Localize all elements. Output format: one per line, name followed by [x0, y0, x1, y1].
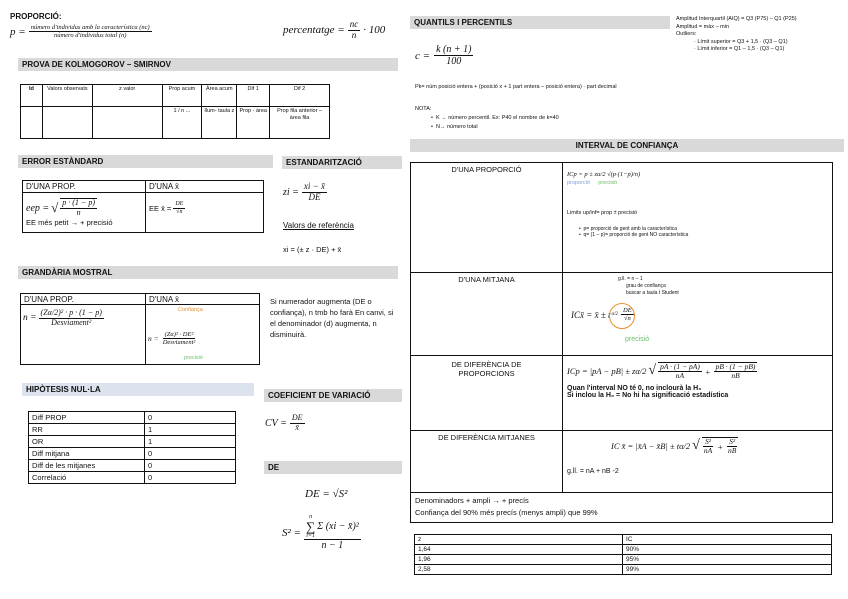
- proporcio-title: PROPORCIÓ:: [10, 12, 62, 21]
- quantils-nota: NOTA: • K → número percentil. Ex: P40 el nombre de k=40 • N→ número total: [415, 106, 559, 130]
- table-row: RR 1: [29, 424, 236, 436]
- de-title: DE: [264, 461, 402, 474]
- grandaria-title: GRANDÀRIA MOSTRAL: [18, 266, 398, 279]
- ee-note: EE més petit → + precisió: [26, 217, 113, 227]
- c-formula: c = $\frac{k (n + 1)}{100}$: [415, 44, 472, 67]
- table-row: 1,96 95%: [415, 555, 832, 565]
- z-table: z IC 1,64 90% 1,96 95% 2,58 99%: [414, 534, 832, 575]
- grandaria-note: Si numerador augmenta (DE o confiança), n tmb ho farà En canvi, si el denominador (d) augmenta, n disminuirà.: [270, 297, 394, 339]
- table-row: 2,58 99%: [415, 565, 832, 575]
- estandarditzacio-title: ESTANDARITZACIÓ: [282, 156, 402, 169]
- valors-referencia-title: Valors de referència: [283, 221, 354, 230]
- error-estandard-title: ERROR ESTÀNDARD: [18, 155, 273, 168]
- s2-formula: S² = n ∑ i=1 Σ (xi − x̄)² n − 1: [282, 514, 359, 551]
- table-row: 1,64 90%: [415, 545, 832, 555]
- de-formula: DE = √S²: [305, 488, 348, 500]
- table-row: DE DIFERÈNCIA DE PROPORCIONS ICp = |pA − pB| ± zα/2 √ $\frac{pA \cdot (1 - pA)}{nA}$ + $\frac{pB \cdot (1 - pB)}{nB}$ Quan l'interval NO té 0, no inclourà la H₀ Si inclou la H₀ = No hi ha significació estadística: [411, 356, 833, 431]
- interval-title: INTERVAL DE CONFIANÇA: [410, 139, 844, 152]
- precisio-label: precisió: [184, 355, 203, 361]
- table-row: Correlació 0: [29, 472, 236, 484]
- proporcio-formula: p = $\frac{\text{número d'individus amb la característica (nc)}}{\text{número d'individus total (n)}}$: [10, 24, 150, 40]
- hipotesis-table: [28, 411, 236, 484]
- quantils-title: QUANTILS I PERCENTILS: [410, 16, 670, 29]
- table-row: OR 1: [29, 436, 236, 448]
- percentatge-formula: percentatge = $\frac{nc}{n}$ · 100: [283, 19, 386, 40]
- valors-referencia-formula: xi = (± z · DE) + x̄: [283, 245, 342, 254]
- hipotesis-title: HIPÒTESIS NUL·LA: [22, 383, 254, 396]
- error-estandard-table: D'UNA PROP. D'UNA x̄ eep = √ $\frac{p \cdot (1 - p)}{n}$ EE més petit → + precisió EE x̄ = $\frac{DE}{√n}$: [22, 180, 264, 233]
- table-row: Diff de les mitjanes 0: [29, 460, 236, 472]
- table-row: Denominadors + ampli → + precís Confiança del 90% més precís (menys ampli) que 99%: [411, 493, 833, 523]
- table-row: D'UNA PROPORCIÓ ICp = p ± zα/2 √(p·(1−p)/n) proporció precisió Limits up/inf= prop ± precisió • p= proporció de gent amb la característica • q= (1 – p)= proporció de gent NO característica: [411, 163, 833, 273]
- interval-table: [410, 162, 833, 523]
- grandaria-table: D'UNA PROP. D'UNA x̄ n = $\frac{\text{(Zα/2)² · p · (1 − p)}}{\text{Desviament²}}$ Confiança n = $\frac{\text{(Zα)² · DE²}}{\text{Desviament²}}$ precisió: [20, 293, 260, 365]
- z-formula: zi = $\frac{xi - x̄}{DE}$: [283, 181, 325, 202]
- cv-formula: CV = $\frac{DE}{x̄}$: [265, 413, 303, 432]
- pk-formula: Pk= núm posició entera + (posició x + 1 part entera – posició entera) · part decimal: [415, 84, 617, 90]
- confianca-label: Confiança: [178, 307, 203, 313]
- kolmogorov-table: Id Valors observats z valor Prop acum Àrea acum Dif 1 Dif 2 1 / n ... Ilum- taula z Prop - àrea Prop fila anterior – àrea fila: [20, 84, 330, 139]
- coeficient-title: COEFICIENT DE VARIACIÓ: [264, 389, 402, 402]
- table-row: DE DIFERÈNCIA MITJANES IC x̄ = |x̄A − x̄B| ± tα/2 √ $\frac{\text{S²}}{nA}$ + $\frac{\text{S²}}{nB}$ g.ll. = nA + nB -2: [411, 431, 833, 493]
- mitjana-precisio: precisió: [625, 336, 650, 343]
- table-row: Diff mitjana 0: [29, 448, 236, 460]
- quantils-aiq-block: Amplitud Interquartil (AIQ) = Q3 (P75) – Q1 (P25) Amplitud = màx – min Outliers: · Límit superior = Q3 + 1,5 · (Q3 – Q1) · Límit inferior = Q1 – 1,5 · (Q3 – Q1): [676, 16, 797, 52]
- kolmogorov-title: PROVA DE KOLMOGOROV – SMIRNOV: [18, 58, 398, 71]
- table-row: D'UNA MITJANA g.ll. = n – 1 grau de confiança buscar a taula t Student ICx̄ = x̄ ± t α/2 $\frac{DE}{√n}$ precisió: [411, 273, 833, 356]
- table-row: Diff PROP 0: [29, 412, 236, 424]
